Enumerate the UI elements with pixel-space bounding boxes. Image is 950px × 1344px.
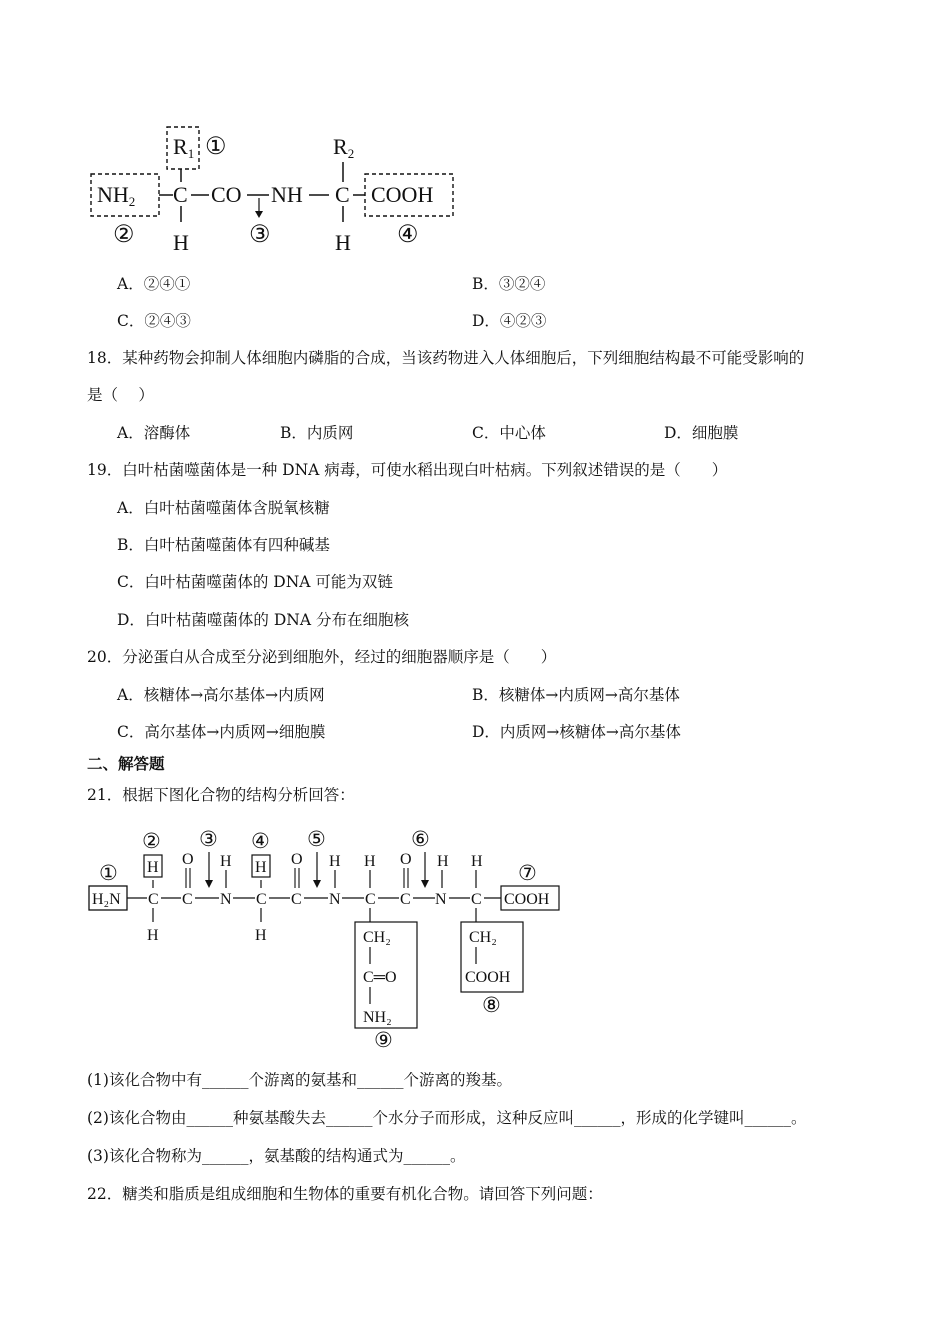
nh-label: NH	[271, 182, 303, 207]
n-atom-2: N	[329, 891, 341, 908]
q20-stem: 20．分泌蛋白从合成至分泌到细胞外，经过的细胞器顺序是（ ）	[87, 648, 557, 666]
h-atom-3: H	[255, 927, 267, 944]
c-atom-5: C	[365, 891, 376, 908]
r2-label: R2	[333, 134, 355, 161]
h-atom-n2: H	[329, 853, 341, 870]
marker-1: ①	[99, 861, 118, 885]
q18-stem-line2: 是（ ）	[87, 386, 154, 404]
h-atom-7: H	[471, 853, 483, 870]
q21-part3: (3)该化合物称为______，氨基酸的结构通式为______。	[87, 1147, 466, 1165]
cooh-label-7: COOH	[504, 891, 550, 908]
tetrapeptide-diagram	[85, 822, 565, 1052]
q19-option-b[interactable]: B．白叶枯菌噬菌体有四种碱基	[117, 536, 330, 554]
c-atom-3: C	[256, 891, 267, 908]
h-atom-1: H	[147, 927, 159, 944]
q21-part2: (2)该化合物由______种氨基酸失去______个水分子而形成，这种反应叫______，形成的化学键叫______。	[87, 1109, 807, 1127]
ch2-label-2: CH₂	[469, 929, 497, 946]
marker-6: ⑥	[411, 827, 430, 851]
q17-option-a[interactable]: A．②④①	[117, 275, 191, 293]
marker-2: ②	[142, 829, 161, 853]
cooh-label: COOH	[371, 182, 434, 207]
c-atom-2: C	[182, 891, 193, 908]
q19-option-d[interactable]: D．白叶枯菌噬菌体的 DNA 分布在细胞核	[117, 611, 409, 629]
marker-4: ④	[251, 829, 270, 853]
alpha-carbon-2: C	[335, 182, 350, 207]
h2n-label: H₂N	[92, 891, 121, 908]
dipeptide-diagram	[85, 122, 465, 262]
marker-8: ⑧	[482, 993, 501, 1017]
c-atom-6: C	[400, 891, 411, 908]
r1-label: R1	[173, 134, 195, 161]
marker-1: ①	[205, 134, 227, 160]
h-atom-boxed-2: H	[147, 859, 159, 876]
o-atom-3: O	[400, 851, 412, 868]
q22-stem: 22．糖类和脂质是组成细胞和生物体的重要有机化合物。请回答下列问题：	[87, 1185, 603, 1203]
h-atom-boxed-4: H	[255, 859, 267, 876]
c-atom-7: C	[471, 891, 482, 908]
marker-4: ④	[397, 222, 419, 248]
ch2-label-1: CH₂	[363, 929, 391, 946]
h-atom-n3: H	[437, 853, 449, 870]
c-atom-1: C	[148, 891, 159, 908]
q18-option-a[interactable]: A．溶酶体	[117, 424, 191, 442]
marker-3: ③	[249, 222, 271, 248]
q20-option-a[interactable]: A．核糖体→高尔基体→内质网	[117, 686, 325, 704]
h-label-1: H	[173, 230, 189, 255]
q18-option-b[interactable]: B．内质网	[280, 424, 354, 442]
cooh-label-8: COOH	[465, 969, 511, 986]
h-label-2: H	[335, 230, 351, 255]
marker-3: ③	[199, 827, 218, 851]
marker-2: ②	[113, 222, 135, 248]
c-atom-4: C	[291, 891, 302, 908]
q20-option-b[interactable]: B．核糖体→内质网→高尔基体	[472, 686, 680, 704]
q18-stem-line1: 18．某种药物会抑制人体细胞内磷脂的合成，当该药物进入人体细胞后，下列细胞结构最不可能受影响的	[87, 349, 805, 367]
section-heading: 二、解答题	[87, 755, 165, 773]
co-double-label: C═O	[363, 969, 397, 986]
q21-stem: 21．根据下图化合物的结构分析回答：	[87, 786, 355, 804]
o-atom-2: O	[291, 851, 303, 868]
marker-5: ⑤	[307, 827, 326, 851]
co-label: CO	[211, 182, 242, 207]
alpha-carbon-1: C	[173, 182, 188, 207]
n-atom-3: N	[435, 891, 447, 908]
q19-option-a[interactable]: A．白叶枯菌噬菌体含脱氧核糖	[117, 499, 330, 517]
q20-option-d[interactable]: D．内质网→核糖体→高尔基体	[472, 723, 681, 741]
q18-option-d[interactable]: D．细胞膜	[664, 424, 739, 442]
h-atom-5: H	[364, 853, 376, 870]
q17-option-b[interactable]: B．③②④	[472, 275, 546, 293]
q19-option-c[interactable]: C．白叶枯菌噬菌体的 DNA 可能为双链	[117, 573, 393, 591]
q21-part1: (1)该化合物中有______个游离的氨基和______个游离的羧基。	[87, 1071, 512, 1089]
o-atom-1: O	[182, 851, 194, 868]
nh2-label: NH₂	[363, 1009, 392, 1026]
q17-option-d[interactable]: D．④②③	[472, 312, 547, 330]
n-atom-1: N	[220, 891, 232, 908]
nh2-label: NH2	[97, 182, 136, 209]
q17-option-c[interactable]: C．②④③	[117, 312, 191, 330]
h-atom-n1: H	[220, 853, 232, 870]
marker-7: ⑦	[518, 861, 537, 885]
marker-9: ⑨	[374, 1028, 393, 1052]
q19-stem: 19．白叶枯菌噬菌体是一种 DNA 病毒，可使水稻出现白叶枯病。下列叙述错误的是（ ）	[87, 461, 728, 479]
q20-option-c[interactable]: C．高尔基体→内质网→细胞膜	[117, 723, 326, 741]
q18-option-c[interactable]: C．中心体	[472, 424, 546, 442]
